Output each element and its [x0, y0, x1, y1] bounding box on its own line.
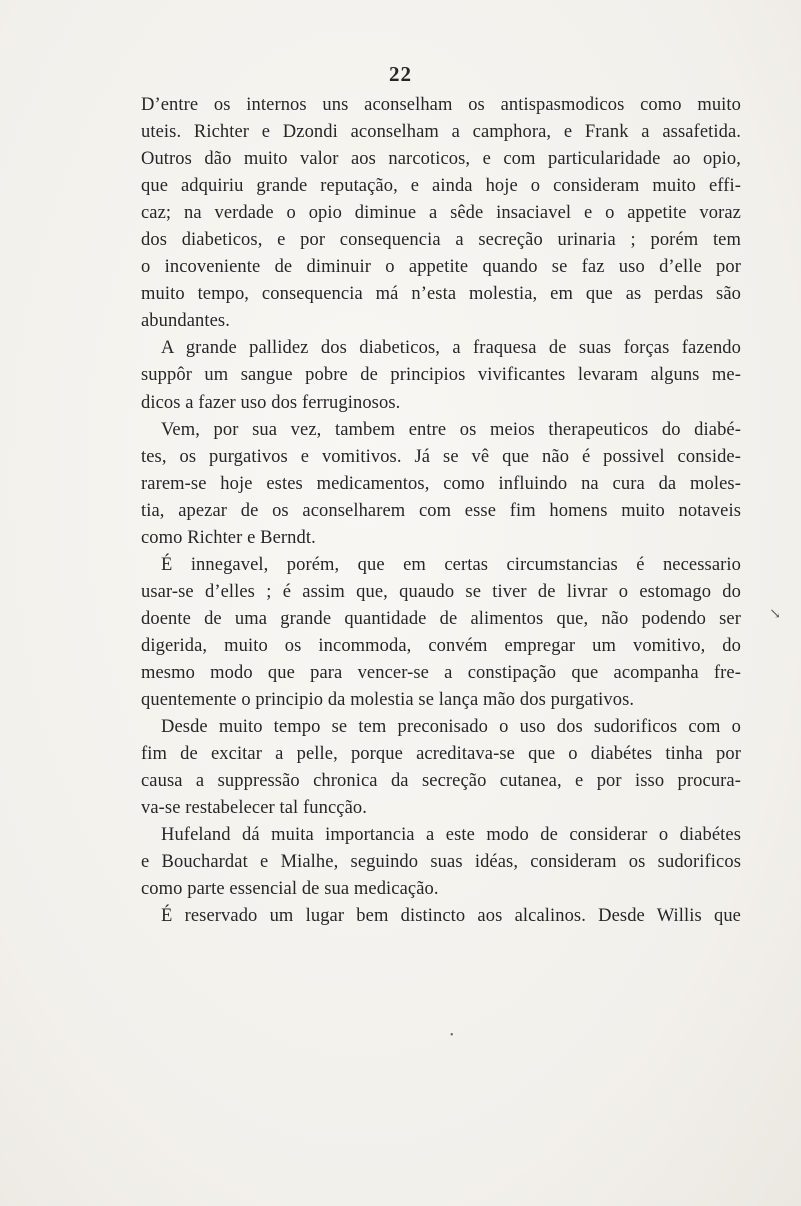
text-line: É reservado um lugar bem distincto aos alcalinos. Desde Willis que: [161, 906, 741, 927]
text-line: A grande pallidez dos diabeticos, a fraquesa de suas forças fazendo: [161, 338, 741, 359]
text-line: tes, os purgativos e vomitivos. Já se vê que não é possivel conside-: [141, 446, 741, 467]
body-text: [141, 92, 741, 930]
text-line: como parte essencial de sua medicação.: [141, 879, 439, 900]
text-line: Outros dão muito valor aos narcoticos, e com particularidade ao opio,: [141, 149, 741, 170]
text-line: usar-se d’elles ; é assim que, quaudo se tiver de livrar o estomago do: [141, 581, 741, 602]
text-line: Desde muito tempo se tem preconisado o uso dos sudorificos com o: [161, 717, 741, 738]
text-line: dicos a fazer uso dos ferruginosos.: [141, 392, 401, 413]
text-line: É innegavel, porém, que em certas circumstancias é necessario: [161, 554, 741, 575]
text-line: como Richter e Berndt.: [141, 527, 316, 548]
text-line: mesmo modo que para vencer-se a constipação que acompanha fre-: [141, 662, 741, 683]
text-line: o incoveniente de diminuir o appetite quando se faz uso d’elle por: [141, 257, 741, 278]
margin-mark: ↘: [769, 607, 781, 622]
text-line: D’entre os internos uns aconselham os antispasmodicos como muito: [141, 95, 741, 115]
text-line: tia, apezar de os aconselharem com esse fim homens muito notaveis: [141, 500, 741, 521]
foot-mark: •: [450, 1030, 454, 1041]
text-line: dos diabeticos, e por consequencia a secreção urinaria ; porém tem: [141, 230, 741, 251]
text-line: muito tempo, consequencia má n’esta molestia, em que as perdas são: [141, 284, 741, 305]
text-line: va-se restabelecer tal funcção.: [141, 798, 367, 819]
text-line: Hufeland dá muita importancia a este modo de considerar o diabétes: [161, 825, 741, 846]
text-line: Vem, por sua vez, tambem entre os meios therapeuticos do diabé-: [161, 419, 741, 440]
text-line: suppôr um sangue pobre de principios vivificantes levaram alguns me-: [141, 365, 741, 386]
text-line: abundantes.: [141, 311, 230, 332]
text-line: uteis. Richter e Dzondi aconselham a camphora, e Frank a assafetida.: [141, 122, 741, 143]
text-line: e Bouchardat e Mialhe, seguindo suas idéas, consideram os sudorificos: [141, 852, 741, 873]
text-line: digerida, muito os incommoda, convém empregar um vomitivo, do: [141, 635, 741, 656]
text-line: doente de uma grande quantidade de alimentos que, não podendo ser: [141, 608, 741, 629]
text-line: causa a suppressão chronica da secreção cutanea, e por isso procura-: [141, 771, 741, 792]
text-line: que adquiriu grande reputação, e ainda hoje o consideram muito effi-: [141, 176, 741, 197]
text-line: quentemente o principio da molestia se lança mão dos purgativos.: [141, 690, 635, 711]
page-number: 22: [389, 62, 412, 86]
text-line: rarem-se hoje estes medicamentos, como influindo na cura da moles-: [141, 473, 741, 494]
text-line: caz; na verdade o opio diminue a sêde insaciavel e o appetite voraz: [141, 203, 741, 224]
text-line: fim de excitar a pelle, porque acreditava-se que o diabétes tinha por: [141, 744, 741, 765]
